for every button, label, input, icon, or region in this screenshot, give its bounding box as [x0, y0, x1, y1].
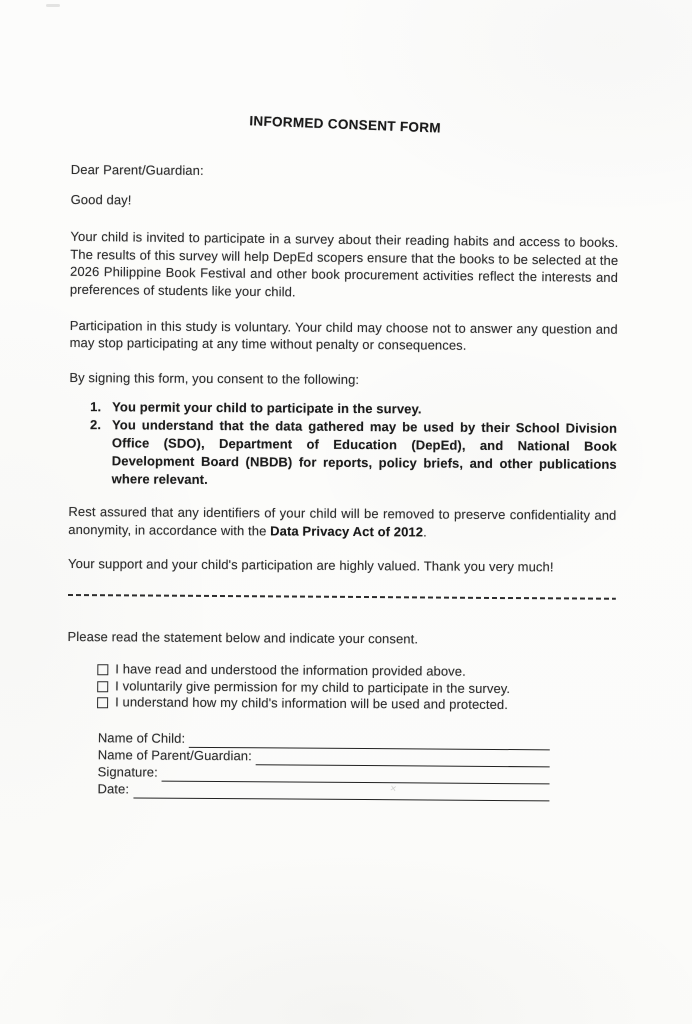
- document-title: INFORMED CONSENT FORM: [249, 113, 442, 136]
- consent-item-number: 2.: [89, 417, 102, 433]
- confidentiality-text: Rest assured that any identifiers of your child will be removed to preserve confidentiality and anonymity, in accordance with the: [68, 503, 617, 538]
- checkbox-label: I voluntarily give permission for my child to participate in the survey.: [115, 677, 511, 696]
- name-of-parent-guardian-line[interactable]: [256, 751, 550, 767]
- dashed-divider: [68, 593, 616, 599]
- field-label: Name of Parent/Guardian:: [97, 747, 252, 764]
- document-content: [66, 0, 620, 801]
- consent-item-text: You permit your child to participate in the survey.: [112, 399, 422, 417]
- field-label: Date:: [97, 781, 130, 797]
- paragraph-thanks: Your support and your child's participation are highly valued. Thank you very much!: [68, 555, 554, 575]
- checkbox-understand-usage[interactable]: [97, 697, 108, 708]
- paragraph-invitation: Your child is invited to participate in a survey about their reading habits and access to books. The results of this survey will help DepEd scopers ensure that the books to be selected at the 2026 Philippine Book Festival and other book procurement activities reflect the interests and preferences of students like your child.: [69, 228, 619, 299]
- field-label: Signature:: [97, 764, 158, 780]
- paragraph-consent-intro: By signing this form, you consent to the following:: [69, 369, 360, 387]
- field-row-signature: [98, 764, 550, 784]
- paragraph-voluntary: Participation in this study is voluntary. Your child may choose not to answer any question and may stop participating at any time without penalty or consequences.: [69, 317, 618, 353]
- statement-instruction: Please read the statement below and indicate your consent.: [67, 628, 419, 646]
- field-row-name-of-parent-guardian: [98, 747, 550, 767]
- scan-smudge: ×: [389, 782, 398, 796]
- consent-item-number: 1.: [90, 399, 102, 415]
- checkbox-label: I have read and understood the information provided above.: [115, 661, 466, 679]
- consent-checkbox-group: [97, 661, 615, 714]
- consent-item-text: You understand that the data gathered may be used by their School Division Office (SDO), Department of Education (DepEd), and National Book Development Board (NBDB) for reports, policy briefs, and other publications where relevant.: [111, 417, 618, 487]
- signature-line[interactable]: [162, 767, 550, 784]
- consent-item: [90, 416, 617, 492]
- field-row-date: [97, 781, 549, 801]
- scan-smudge-top: [46, 4, 60, 7]
- confidentiality-period: .: [423, 523, 427, 539]
- checkbox-row-understand-usage: [97, 694, 615, 714]
- field-label: Name of Child:: [97, 730, 186, 746]
- consent-items-list: [69, 398, 618, 492]
- salutation: Dear Parent/Guardian:: [70, 161, 204, 178]
- checkbox-label: I understand how my child's information will be used and protected.: [115, 694, 509, 713]
- checkbox-give-permission[interactable]: [97, 681, 108, 692]
- paragraph-confidentiality: [68, 503, 616, 542]
- data-privacy-act-reference: Data Privacy Act of 2012: [270, 522, 424, 539]
- signature-fields: [97, 730, 549, 801]
- date-line[interactable]: [133, 784, 550, 801]
- checkbox-read-understood[interactable]: [97, 664, 108, 675]
- greeting: Good day!: [70, 191, 132, 208]
